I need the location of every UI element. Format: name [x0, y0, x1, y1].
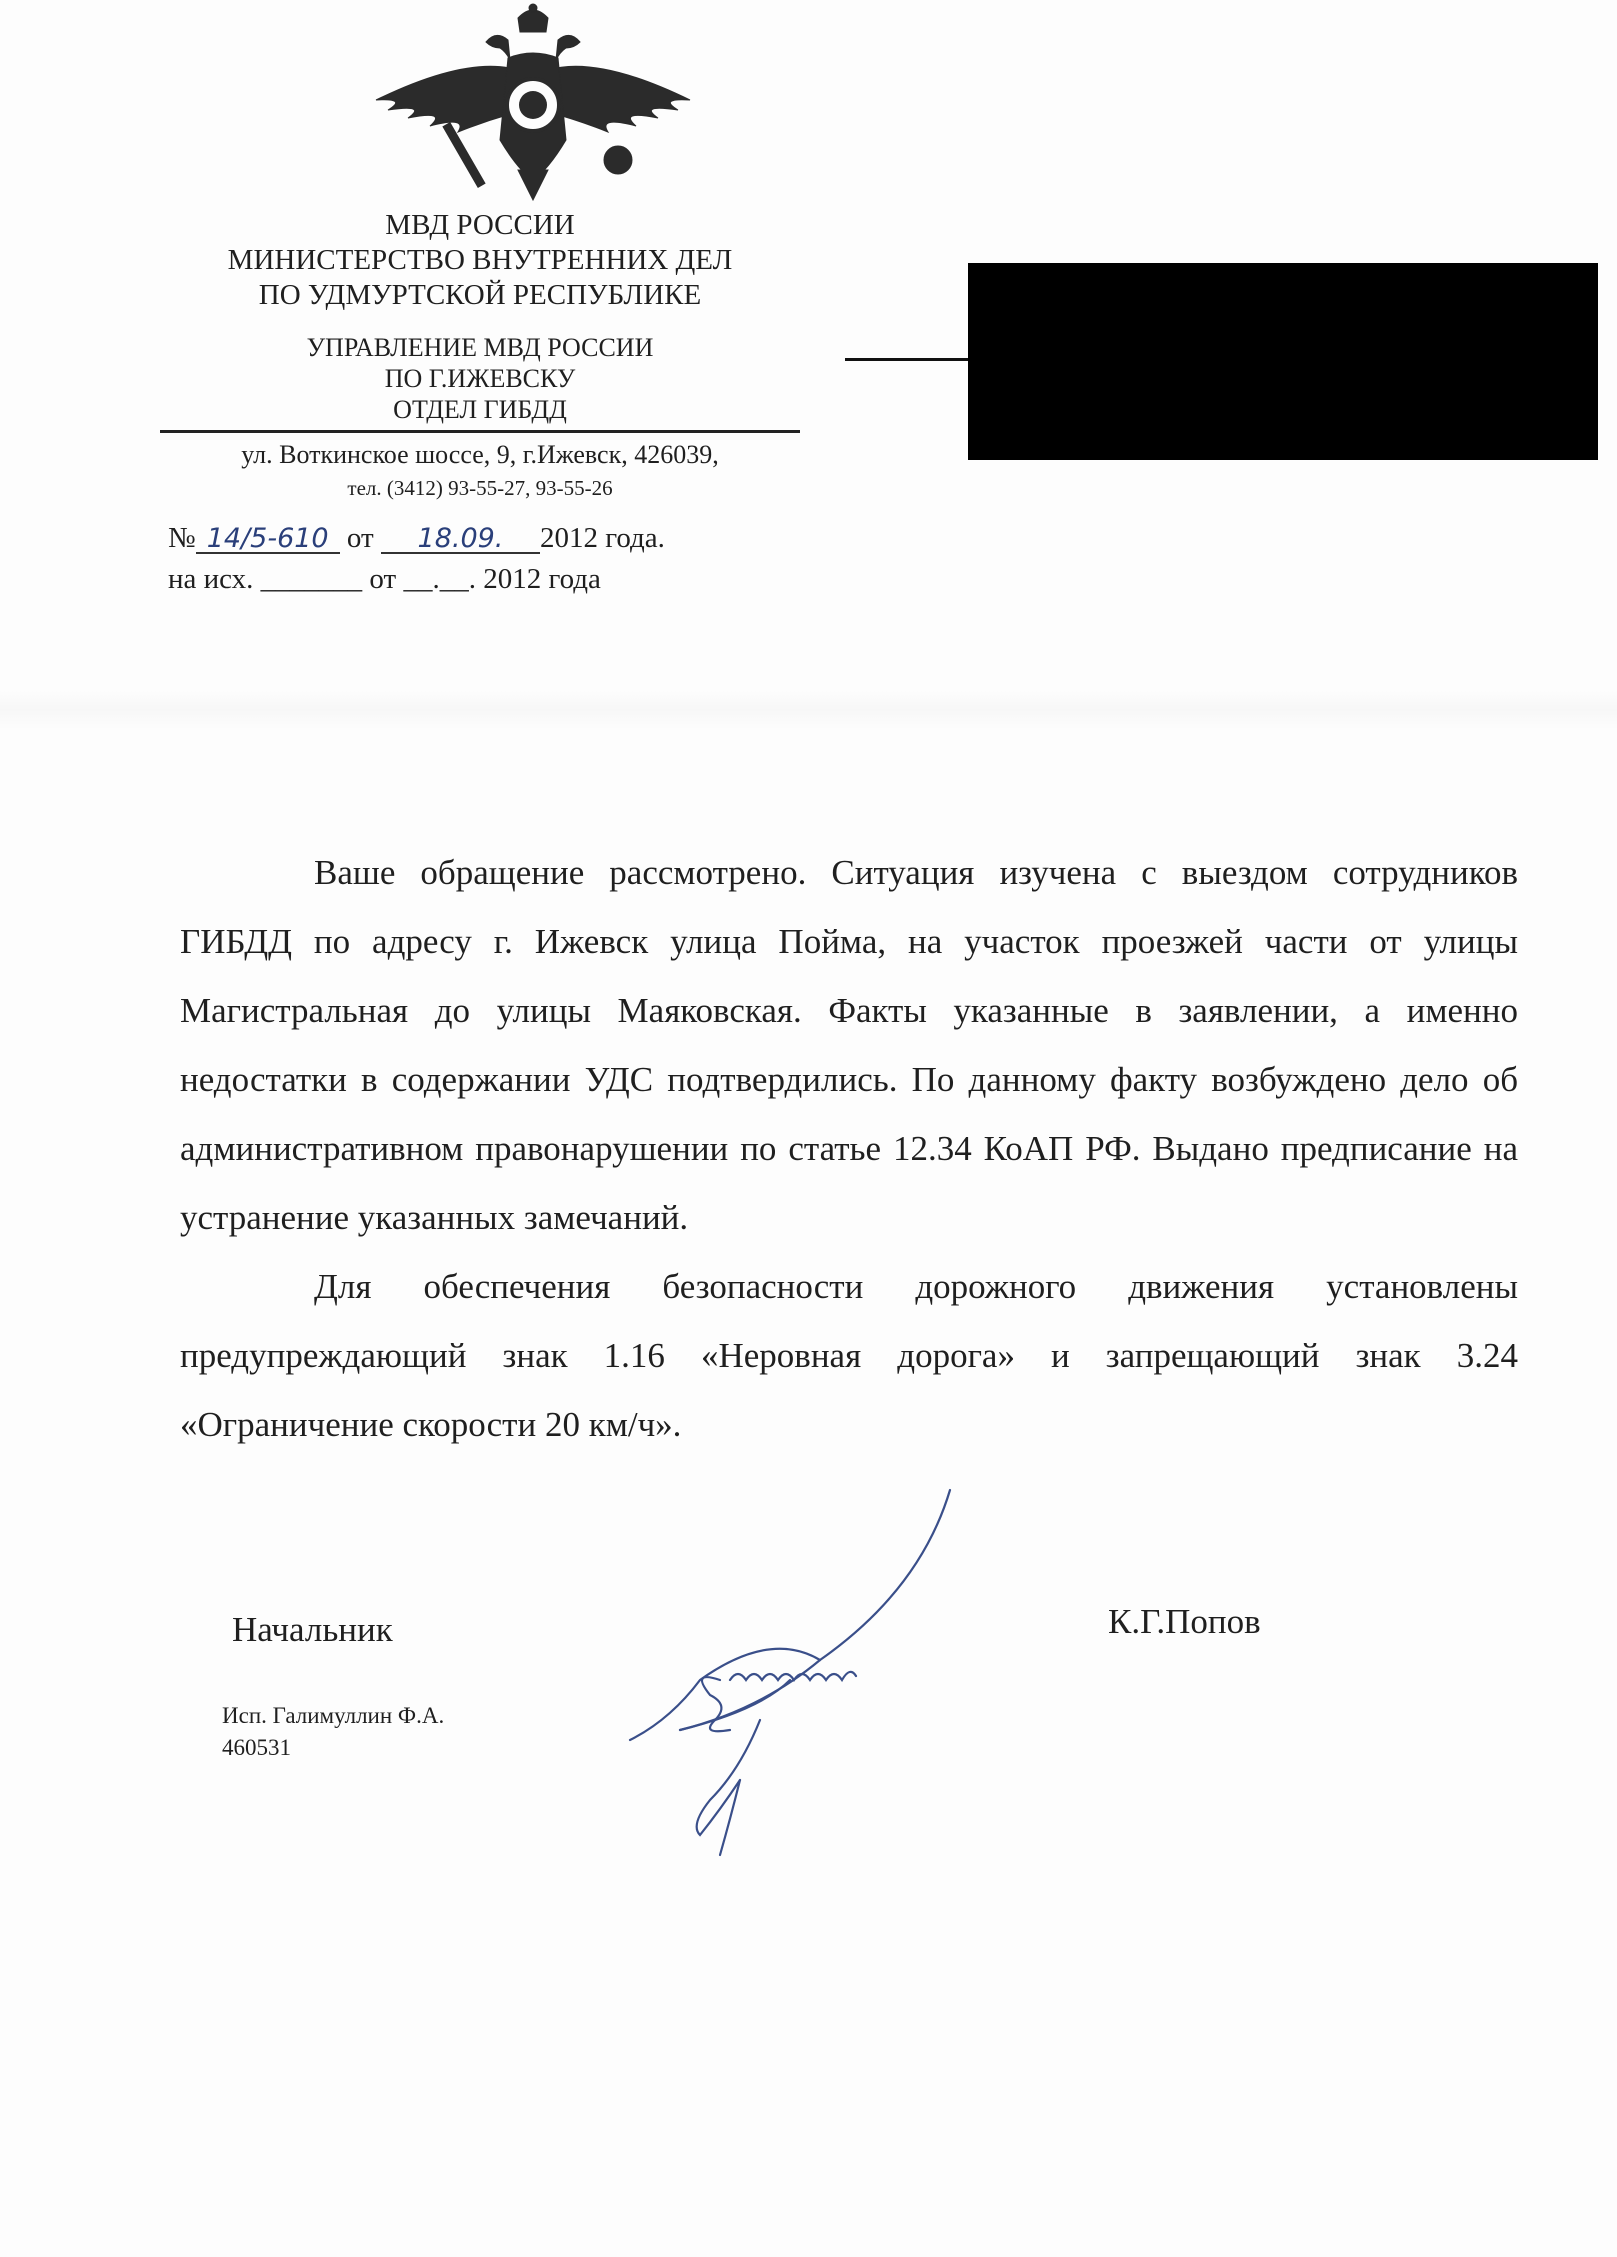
from-label: от: [346, 522, 374, 554]
dept-header: [160, 332, 800, 426]
dept-line-department: ОТДЕЛ ГИБДД: [393, 395, 567, 425]
org-header: [160, 208, 800, 312]
incoming-reference: на исх. _______ от __.__. 2012 года: [168, 563, 601, 595]
executor-name: Исп. Галимуллин Ф.А.: [222, 1703, 445, 1728]
body-paragraph: Ваше обращение рассмотрено. Ситуация изучена с выездом сотрудников ГИБДД по адресу г. Ижевск улица Пойма, на участок проезжей части от улицы Магистральная до улицы Маяковская. Факты указанные в заявлении, а именно недостатки в содержании УДС подтвердились. По данному факту возбуждено дело об административном правонарушении по статье 12.34 КоАП РФ. Выдано предписание на устранение указанных замечаний.: [180, 853, 1518, 1237]
letter-body: [180, 838, 1518, 1459]
executor-phone: 460531: [222, 1735, 291, 1760]
header-divider: [160, 430, 800, 433]
signer-name: К.Г.Попов: [1108, 1602, 1261, 1641]
body-paragraph: Для обеспечения безопасности дорожного движения установлены предупреждающий знак 1.16 «Неровная дорога» и запрещающий знак 3.24 «Ограничение скорости 20 км/ч».: [180, 1267, 1518, 1444]
address-line: ул. Воткинское шоссе, 9, г.Ижевск, 426039,: [241, 440, 719, 469]
handwritten-signature: [620, 1480, 980, 1860]
org-line-ministry-full: МИНИСТЕРСТВО ВНУТРЕННИХ ДЕЛ: [227, 243, 733, 276]
handwritten-number: 14/5-610: [196, 525, 340, 554]
number-sign: №: [168, 522, 196, 554]
redacted-addressee-block: [968, 263, 1598, 460]
dept-line-directorate: УПРАВЛЕНИЕ МВД РОССИИ: [306, 333, 654, 362]
executor-block: [222, 1700, 444, 1764]
phone-line: тел. (3412) 93-55-27, 93-55-26: [347, 476, 613, 500]
org-line-ministry-short: МВД РОССИИ: [385, 209, 575, 241]
double-headed-eagle-emblem: [368, 0, 698, 205]
dept-line-city: ПО Г.ИЖЕВСКУ: [384, 364, 576, 394]
outgoing-reference: [168, 522, 665, 555]
signer-position: Начальник: [232, 1610, 393, 1649]
org-line-region: ПО УДМУРТСКОЙ РЕСПУБЛИКЕ: [258, 278, 702, 311]
handwritten-date: 18.09.: [381, 525, 540, 554]
addressee-leader-line: [845, 358, 970, 361]
scan-fold-shadow: [0, 690, 1617, 730]
year-suffix: 2012 года.: [539, 522, 665, 554]
